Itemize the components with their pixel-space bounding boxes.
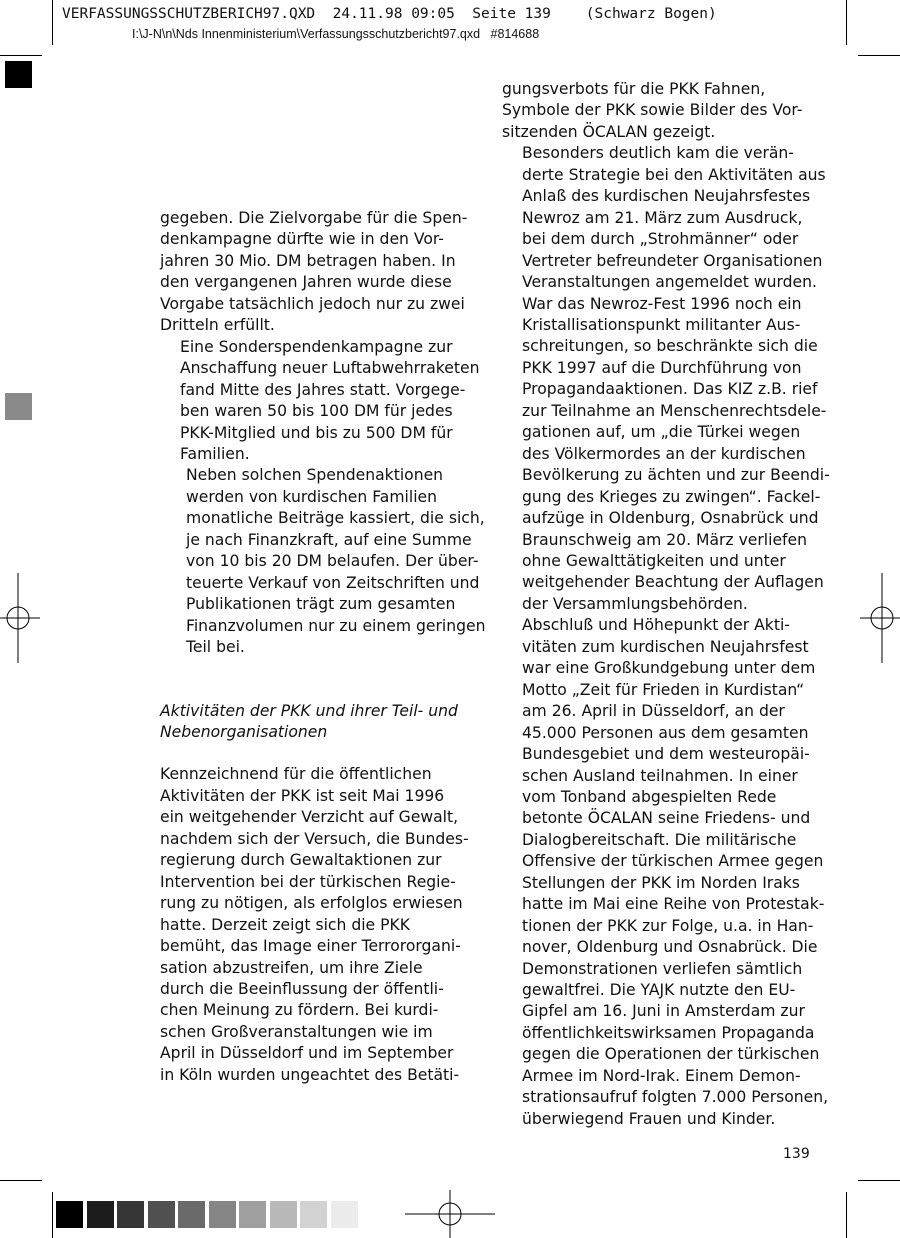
text-line: war eine Großkundgebung unter dem <box>522 659 816 678</box>
text-line: rung zu nötigen, als erfolglos erwiesen <box>160 894 463 913</box>
gray-swatch <box>300 1201 327 1228</box>
text-line: Dritteln erfüllt. <box>160 316 275 335</box>
left-column <box>160 208 486 1086</box>
text-line: Kristallisationspunkt militanter Aus- <box>522 315 801 334</box>
text-line: chen Meinung zu fördern. Bei kurdi- <box>160 1001 439 1020</box>
text-line: War das Newroz-Fest 1996 noch ein <box>522 294 802 313</box>
text-line: Veranstaltungen angemeldet wurden. <box>522 273 817 292</box>
black-marker-square <box>5 61 32 88</box>
gray-swatch <box>87 1201 114 1228</box>
text-line: PKK-Mitglied und bis zu 500 DM für <box>180 423 453 442</box>
text-line: der Versammlungsbehörden. <box>522 594 748 613</box>
text-line: Motto „Zeit für Frieden in Kurdistan“ <box>522 680 805 699</box>
text-line: Intervention bei der türkischen Regie- <box>160 872 456 891</box>
text-line: Vertreter befreundeter Organisationen <box>522 251 823 270</box>
text-line: werden von kurdischen Familien <box>186 487 437 506</box>
text-line: gegen die Operationen der türkischen <box>522 1045 820 1064</box>
text-line: Symbole der PKK sowie Bilder des Vor- <box>502 101 803 120</box>
gray-swatch <box>331 1201 358 1228</box>
gray-swatch <box>117 1201 144 1228</box>
text-line: je nach Finanzkraft, auf eine Summe <box>186 530 472 549</box>
text-line: am 26. April in Düsseldorf, an der <box>522 702 785 721</box>
crop-mark-bottom-right-v <box>846 1192 847 1238</box>
gray-swatch <box>178 1201 205 1228</box>
crop-mark-top-left-h <box>0 55 42 56</box>
text-line: öffentlichkeitswirksamen Propaganda <box>522 1023 815 1042</box>
text-line: gegeben. Die Zielvorgabe für die Spen- <box>160 209 468 227</box>
text-line: jahren 30 Mio. DM betragen haben. In <box>160 251 456 270</box>
text-line: bemüht, das Image einer Terrororgani- <box>160 937 461 956</box>
text-line: ben waren 50 bis 100 DM für jedes <box>180 402 453 421</box>
text-line: schreitungen, so beschränkte sich die <box>522 337 818 356</box>
right-column <box>502 79 830 1130</box>
paragraph-flags-shown <box>502 79 822 143</box>
paragraph-special-campaign <box>160 337 480 466</box>
text-line: denkampagne dürfte wie in den Vor- <box>160 230 444 249</box>
header-slug: VERFASSUNGSSCHUTZBERICH97.QXD 24.11.98 09:05 Seite 139 (Schwarz Bogen) <box>62 6 717 22</box>
text-line: nover, Oldenburg und Osnabrück. Die <box>522 938 818 957</box>
gray-marker-square <box>5 393 32 420</box>
text-line: in Köln wurden ungeachtet des Betäti- <box>160 1065 460 1084</box>
text-line: sitzenden ÖCALAN gezeigt. <box>502 122 716 141</box>
text-line: Anschaffung neuer Luftabwehrraketen <box>180 359 480 378</box>
text-line: strationsaufruf folgten 7.000 Personen, <box>522 1088 829 1107</box>
text-line: Neben solchen Spendenaktionen <box>186 466 444 485</box>
section-heading <box>160 701 480 744</box>
text-line: des Völkermordes an der kurdischen <box>522 444 806 463</box>
text-line: Familien. <box>180 444 250 463</box>
text-line: ein weitgehender Verzicht auf Gewalt, <box>160 808 459 827</box>
page-number: 139 <box>783 1146 810 1162</box>
text-line: vom Tonband abgespielten Rede <box>522 787 777 806</box>
text-line: Aktivitäten der PKK ist seit Mai 1996 <box>160 786 445 805</box>
text-line: Armee im Nord-Irak. Einem Demon- <box>522 1066 801 1085</box>
text-line: nachdem sich der Versuch, die Bundes- <box>160 829 469 848</box>
text-line: gewaltfrei. Die YAJK nutzte den EU- <box>522 981 796 1000</box>
text-line: schen Großveranstaltungen wie im <box>160 1022 433 1041</box>
text-line: hatte im Mai eine Reihe von Protestak- <box>522 895 825 914</box>
text-line: schen Ausland teilnahmen. In einer <box>522 766 798 785</box>
text-line: Demonstrationen verliefen sämtlich <box>522 959 803 978</box>
text-line: Propagandaaktionen. Das KIZ z.B. rief <box>522 380 818 399</box>
text-line: Eine Sonderspendenkampagne zur <box>180 337 453 356</box>
text-line: sation abzustreifen, um ihre Ziele <box>160 958 423 977</box>
header-file-path: I:\J-N\n\Nds Innenministerium\Verfassungsschutzbericht97.qxd #814688 <box>132 27 540 41</box>
text-line: Publikationen trägt zum gesamten <box>186 595 456 614</box>
text-line: Offensive der türkischen Armee gegen <box>522 852 824 871</box>
text-line: Vorgabe tatsächlich jedoch nur zu zwei <box>160 294 465 313</box>
text-line: aufzüge in Oldenburg, Osnabrück und <box>522 509 819 528</box>
text-line: Teil bei. <box>186 638 245 657</box>
text-line: monatliche Beiträge kassiert, die sich, <box>186 509 485 528</box>
text-line: Newroz am 21. März zum Ausdruck, <box>522 208 803 227</box>
paragraph-donation-target <box>160 208 480 337</box>
registration-mark-left <box>0 573 44 663</box>
text-line: Besonders deutlich kam die verän- <box>522 144 794 163</box>
text-line: Stellungen der PKK im Norden Iraks <box>522 873 800 892</box>
crop-mark-top-right-v <box>846 0 847 45</box>
gray-swatch <box>209 1201 236 1228</box>
text-line: derte Strategie bei den Aktivitäten aus <box>522 165 826 184</box>
text-line: PKK 1997 auf die Durchführung von <box>522 358 802 377</box>
paragraph-duesseldorf-rally <box>502 615 829 1130</box>
text-line: Bundesgebiet und dem westeuropäi- <box>522 745 810 764</box>
text-line: bei dem durch „Strohmänner“ oder <box>522 230 799 249</box>
paragraph-monthly-contributions <box>160 465 486 658</box>
gray-swatch <box>270 1201 297 1228</box>
text-line: Kennzeichnend für die öffentlichen <box>160 765 432 784</box>
gray-swatch <box>239 1201 266 1228</box>
crop-mark-top-right-h <box>858 55 900 56</box>
text-line: Anlaß des kurdischen Neujahrsfestes <box>522 187 811 206</box>
text-line: von 10 bis 20 DM belaufen. Der über- <box>186 552 479 571</box>
text-line: ohne Gewalttätigkeiten und unter <box>522 551 786 570</box>
text-line: Gipfel am 16. Juni in Amsterdam zur <box>522 1002 805 1021</box>
gray-swatch <box>56 1201 83 1228</box>
registration-mark-bottom <box>400 1190 500 1238</box>
crop-mark-bottom-left-h <box>0 1180 42 1181</box>
text-line: fand Mitte des Jahres statt. Vorgege- <box>180 380 466 399</box>
text-line: April in Düsseldorf und im September <box>160 1044 454 1063</box>
text-line: Abschluß und Höhepunkt der Akti- <box>522 616 790 635</box>
text-line: den vergangenen Jahren wurde diese <box>160 273 452 292</box>
text-line: gationen auf, um „die Türkei wegen <box>522 423 801 442</box>
text-line: Braunschweig am 20. März verliefen <box>522 530 808 549</box>
text-line: vitäten zum kurdischen Neujahrsfest <box>522 637 809 656</box>
text-line: Aktivitäten der PKK und ihrer Teil- und <box>160 701 458 720</box>
text-line: gung des Krieges zu zwingen“. Fackel- <box>522 487 821 506</box>
paragraph-newroz-strategy <box>502 143 830 615</box>
text-line: regierung durch Gewaltaktionen zur <box>160 851 442 870</box>
text-line: Nebenorganisationen <box>160 722 328 741</box>
text-line: überwiegend Frauen und Kinder. <box>522 1109 776 1128</box>
crop-mark-bottom-right-h <box>858 1180 900 1181</box>
gray-swatch <box>148 1201 175 1228</box>
text-line: betonte ÖCALAN seine Friedens- und <box>522 809 811 828</box>
text-line: hatte. Derzeit zeigt sich die PKK <box>160 915 410 934</box>
text-line: teuerte Verkauf von Zeitschriften und <box>186 573 480 592</box>
registration-mark-right <box>856 573 900 663</box>
text-line: Dialogbereitschaft. Die militärische <box>522 830 797 849</box>
paragraph-public-activities <box>160 764 480 1086</box>
text-line: weitgehender Beachtung der Auflagen <box>522 573 824 592</box>
text-line: gungsverbots für die PKK Fahnen, <box>502 80 766 98</box>
crop-mark-top-left-v <box>52 0 53 45</box>
text-line: tionen der PKK zur Folge, u.a. in Han- <box>522 916 814 935</box>
text-line: Finanzvolumen nur zu einem geringen <box>186 616 486 635</box>
text-line: 45.000 Personen aus dem gesamten <box>522 723 809 742</box>
text-line: durch die Beeinflussung der öffentli- <box>160 979 444 998</box>
crop-mark-bottom-left-v <box>52 1192 53 1238</box>
text-line: zur Teilnahme an Menschenrechtsdele- <box>522 401 827 420</box>
text-line: Bevölkerung zu ächten und zur Beendi- <box>522 466 830 485</box>
